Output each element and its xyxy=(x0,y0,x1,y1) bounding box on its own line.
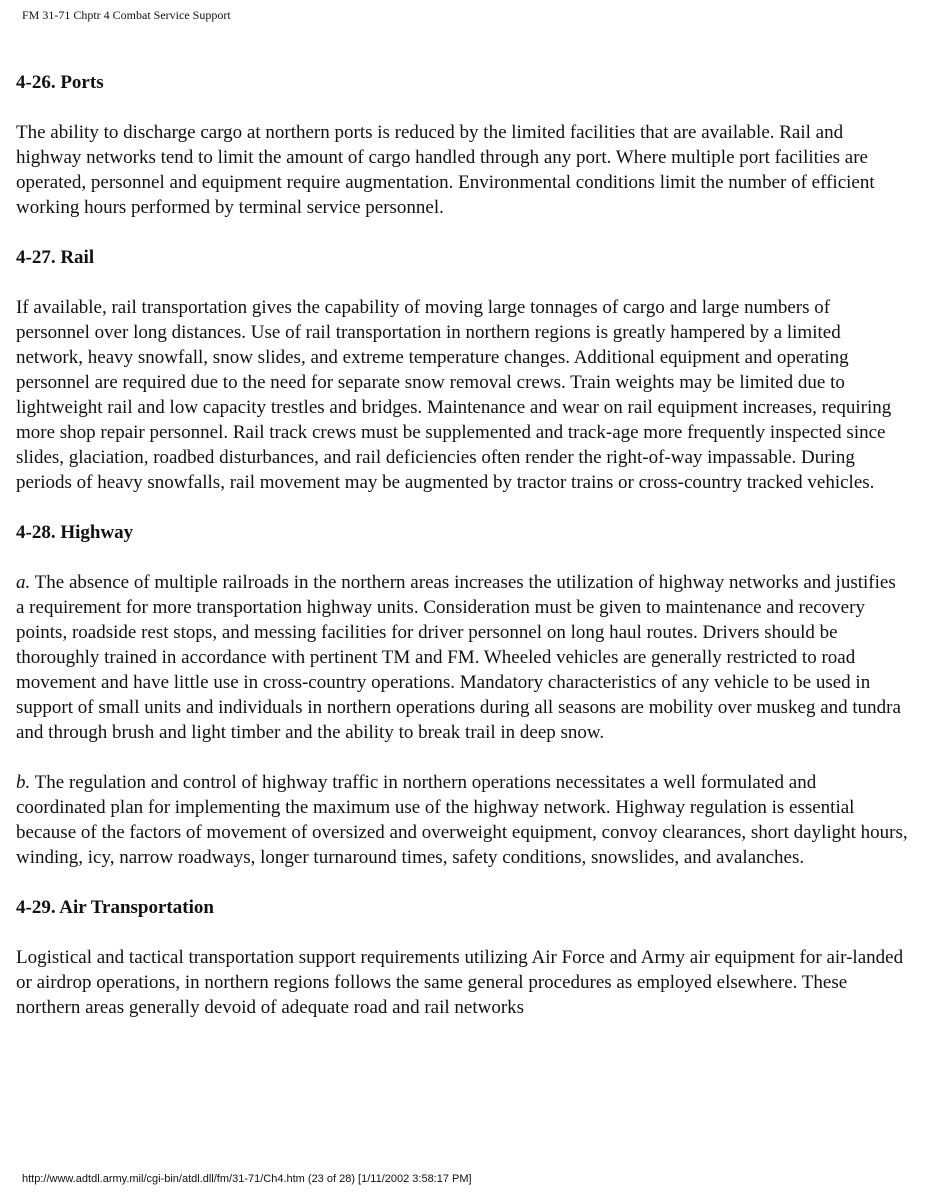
paragraph-lead: b. xyxy=(16,772,31,793)
spacer xyxy=(16,545,908,570)
paragraph-text: If available, rail transportation gives the capability of moving large tonnages of cargo and large numbers of personnel over long distances. Use of rail transportation in northern regions is greatly hampered by a limited network, heavy snowfall, snow slides, and extreme temperature changes. Additional equipment and operating personnel are required due to the need for separate snow removal crews. Train weights may be limited due to lightweight rail and low capacity trestles and bridges. Maintenance and wear on rail equipment increases, requiring more shop repair personnel. Rail track crews must be supplemented and track-age more frequently inspected since slides, glaciation, roadbed disturbances, and rail deficiencies often render the right-of-way impassable. During periods of heavy snowfalls, rail movement may be augmented by tractor trains or cross-country tracked vehicles. xyxy=(16,297,892,493)
spacer xyxy=(16,220,908,245)
paragraph-highway-b xyxy=(16,770,908,870)
paragraph-highway-a xyxy=(16,570,908,745)
spacer xyxy=(16,495,908,520)
page-footer-url: http://www.adtdl.army.mil/cgi-bin/atdl.dll/fm/31-71/Ch4.htm (23 of 28) [1/11/2002 3:58:17 PM] xyxy=(22,1173,472,1185)
spacer xyxy=(16,870,908,895)
running-head: FM 31-71 Chptr 4 Combat Service Support xyxy=(22,8,231,22)
section-heading-air-transportation: 4-29. Air Transportation xyxy=(16,897,214,918)
section-heading-highway: 4-28. Highway xyxy=(16,522,134,543)
paragraph-ports xyxy=(16,120,908,220)
document-body xyxy=(16,70,908,1020)
spacer xyxy=(16,920,908,945)
paragraph-rail xyxy=(16,295,908,495)
paragraph-lead: a. xyxy=(16,572,31,593)
paragraph-text: The ability to discharge cargo at northern ports is reduced by the limited facilities that are available. Rail and highway networks tend to limit the amount of cargo handled through any port. Where multiple port facilities are operated, personnel and equipment require augmentation. Environmental conditions limit the number of efficient working hours performed by terminal service personnel. xyxy=(16,122,875,218)
paragraph-air-transportation xyxy=(16,945,908,1020)
section-heading-ports: 4-26. Ports xyxy=(16,72,104,93)
paragraph-text: Logistical and tactical transportation support requirements utilizing Air Force and Army air equipment for air-landed or airdrop operations, in northern regions follows the same general procedures as employed elsewhere. These northern areas generally devoid of adequate road and rail networks xyxy=(16,947,904,1018)
spacer xyxy=(16,95,908,120)
paragraph-text: The absence of multiple railroads in the northern areas increases the utilization of highway networks and justifies a requirement for more transportation highway units. Consideration must be given to maintenance and recovery points, roadside rest stops, and messing facilities for driver personnel on long haul routes. Drivers should be thoroughly trained in accordance with pertinent TM and FM. Wheeled vehicles are generally restricted to road movement and have little use in cross-country operations. Mandatory characteristics of any vehicle to be used in support of small units and individuals in northern operations during all seasons are mobility over muskeg and tundra and through brush and light timber and the ability to break trail in deep snow. xyxy=(16,572,901,743)
paragraph-text: The regulation and control of highway traffic in northern operations necessitates a well formulated and coordinated plan for implementing the maximum use of the highway network. Highway regulation is essential because of the factors of movement of oversized and overweight equipment, convoy clearances, short daylight hours, winding, icy, narrow roadways, longer turnaround times, safety conditions, snowslides, and avalanches. xyxy=(16,772,908,868)
spacer xyxy=(16,270,908,295)
spacer xyxy=(16,745,908,770)
section-heading-rail: 4-27. Rail xyxy=(16,247,95,268)
